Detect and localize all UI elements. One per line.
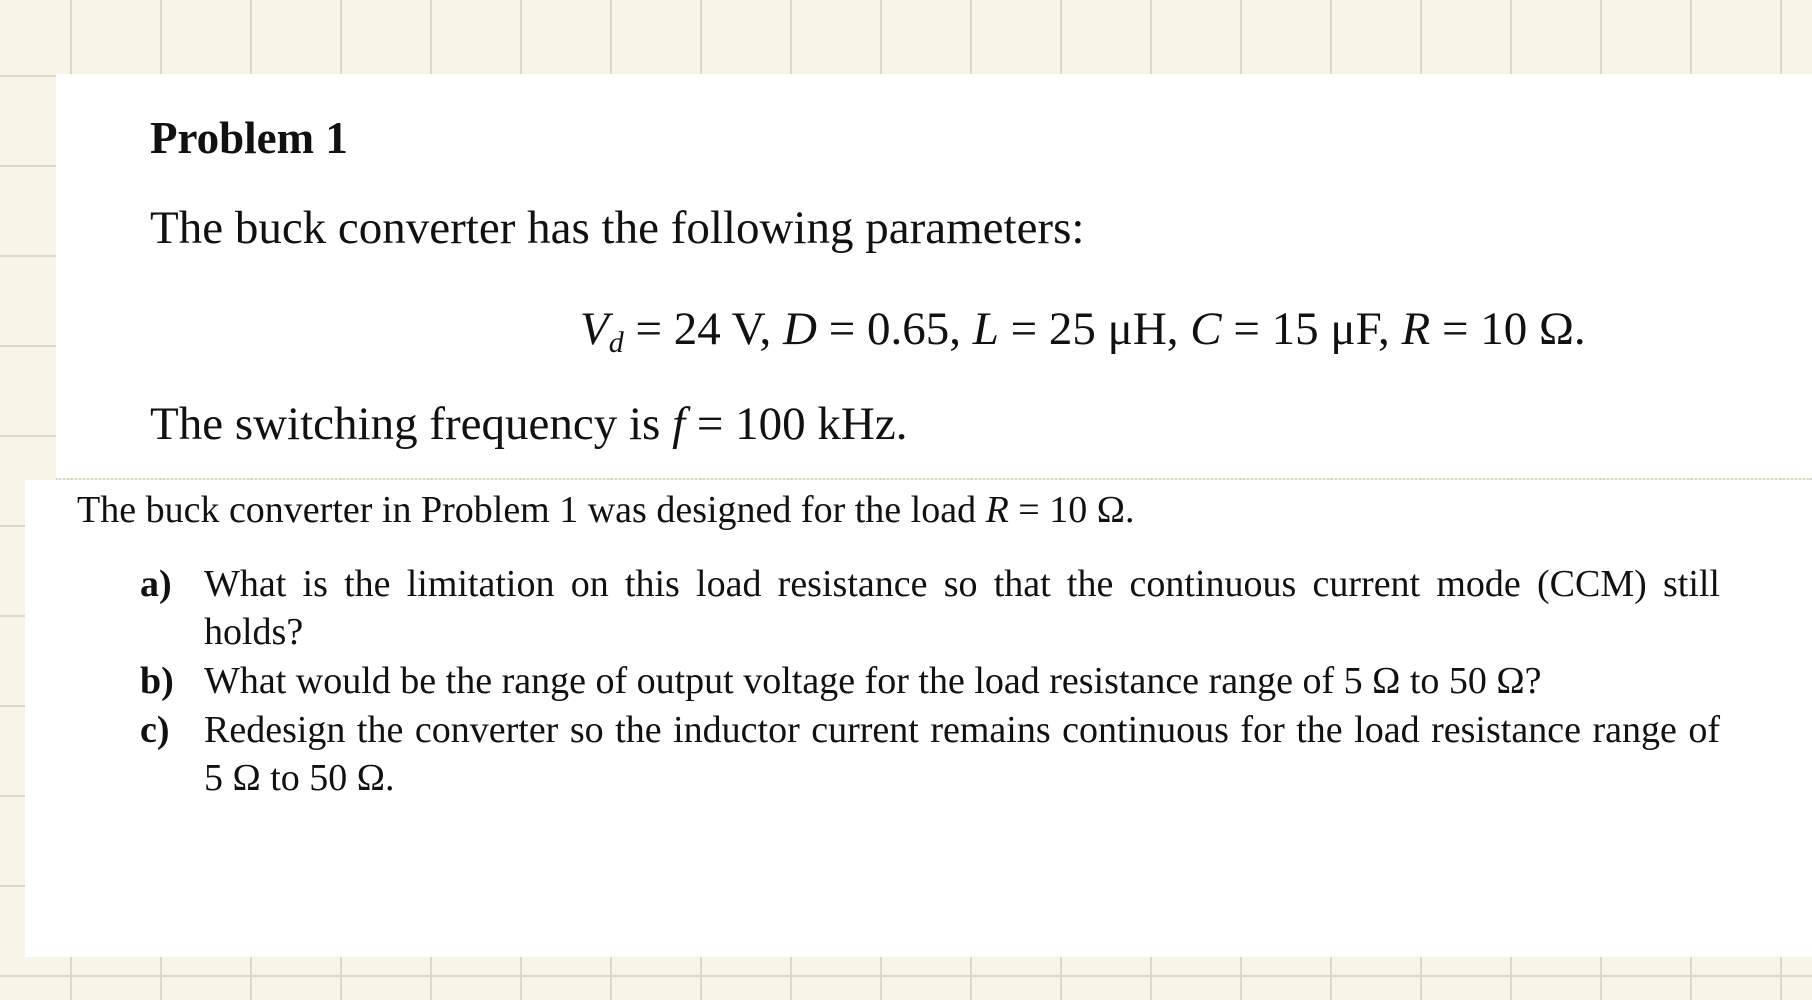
lead-text xyxy=(77,488,1134,532)
d-symbol: D xyxy=(783,303,817,355)
question-item-b xyxy=(140,657,1720,705)
lead-prefix: The buck converter in Problem 1 was designed for the load xyxy=(77,489,986,531)
l-symbol: L xyxy=(972,303,999,355)
problem-title: Problem 1 xyxy=(150,113,348,163)
question-marker-a: a) xyxy=(140,563,172,605)
intro-text: The buck converter has the following parameters: xyxy=(150,202,1085,254)
question-item-a xyxy=(140,560,1720,656)
parameter-equation xyxy=(580,302,1586,360)
frequency-value: = 100 kHz. xyxy=(685,398,908,450)
vd-subscript: d xyxy=(608,326,624,359)
vd-value: = 24 V, xyxy=(623,303,784,355)
frequency-text xyxy=(150,397,907,451)
frequency-prefix: The switching frequency is xyxy=(150,398,673,450)
vd-symbol: V xyxy=(580,303,609,355)
c-value: = 15 μF, xyxy=(1221,303,1402,355)
question-text-b: What would be the range of output voltage for the load resistance range of 5 Ω to 50 Ω? xyxy=(204,660,1542,702)
r-value: = 10 Ω. xyxy=(1430,303,1586,355)
r-symbol: R xyxy=(1401,303,1431,355)
d-value: = 0.65, xyxy=(816,303,973,355)
question-text-c: Redesign the converter so the inductor current remains continuous for the load resistance range of 5 Ω to 50 Ω. xyxy=(204,709,1720,799)
question-marker-b: b) xyxy=(140,660,174,702)
question-item-c xyxy=(140,706,1720,802)
sheet-divider xyxy=(56,478,1812,480)
frequency-symbol: f xyxy=(672,398,686,450)
lead-value: = 10 Ω. xyxy=(1008,489,1135,531)
question-marker-c: c) xyxy=(140,709,170,751)
lead-symbol: R xyxy=(985,489,1009,531)
l-value: = 25 μH, xyxy=(998,303,1191,355)
c-symbol: C xyxy=(1190,303,1222,355)
question-text-a: What is the limitation on this load resistance so that the continuous current mode (CCM) still holds? xyxy=(204,563,1720,653)
